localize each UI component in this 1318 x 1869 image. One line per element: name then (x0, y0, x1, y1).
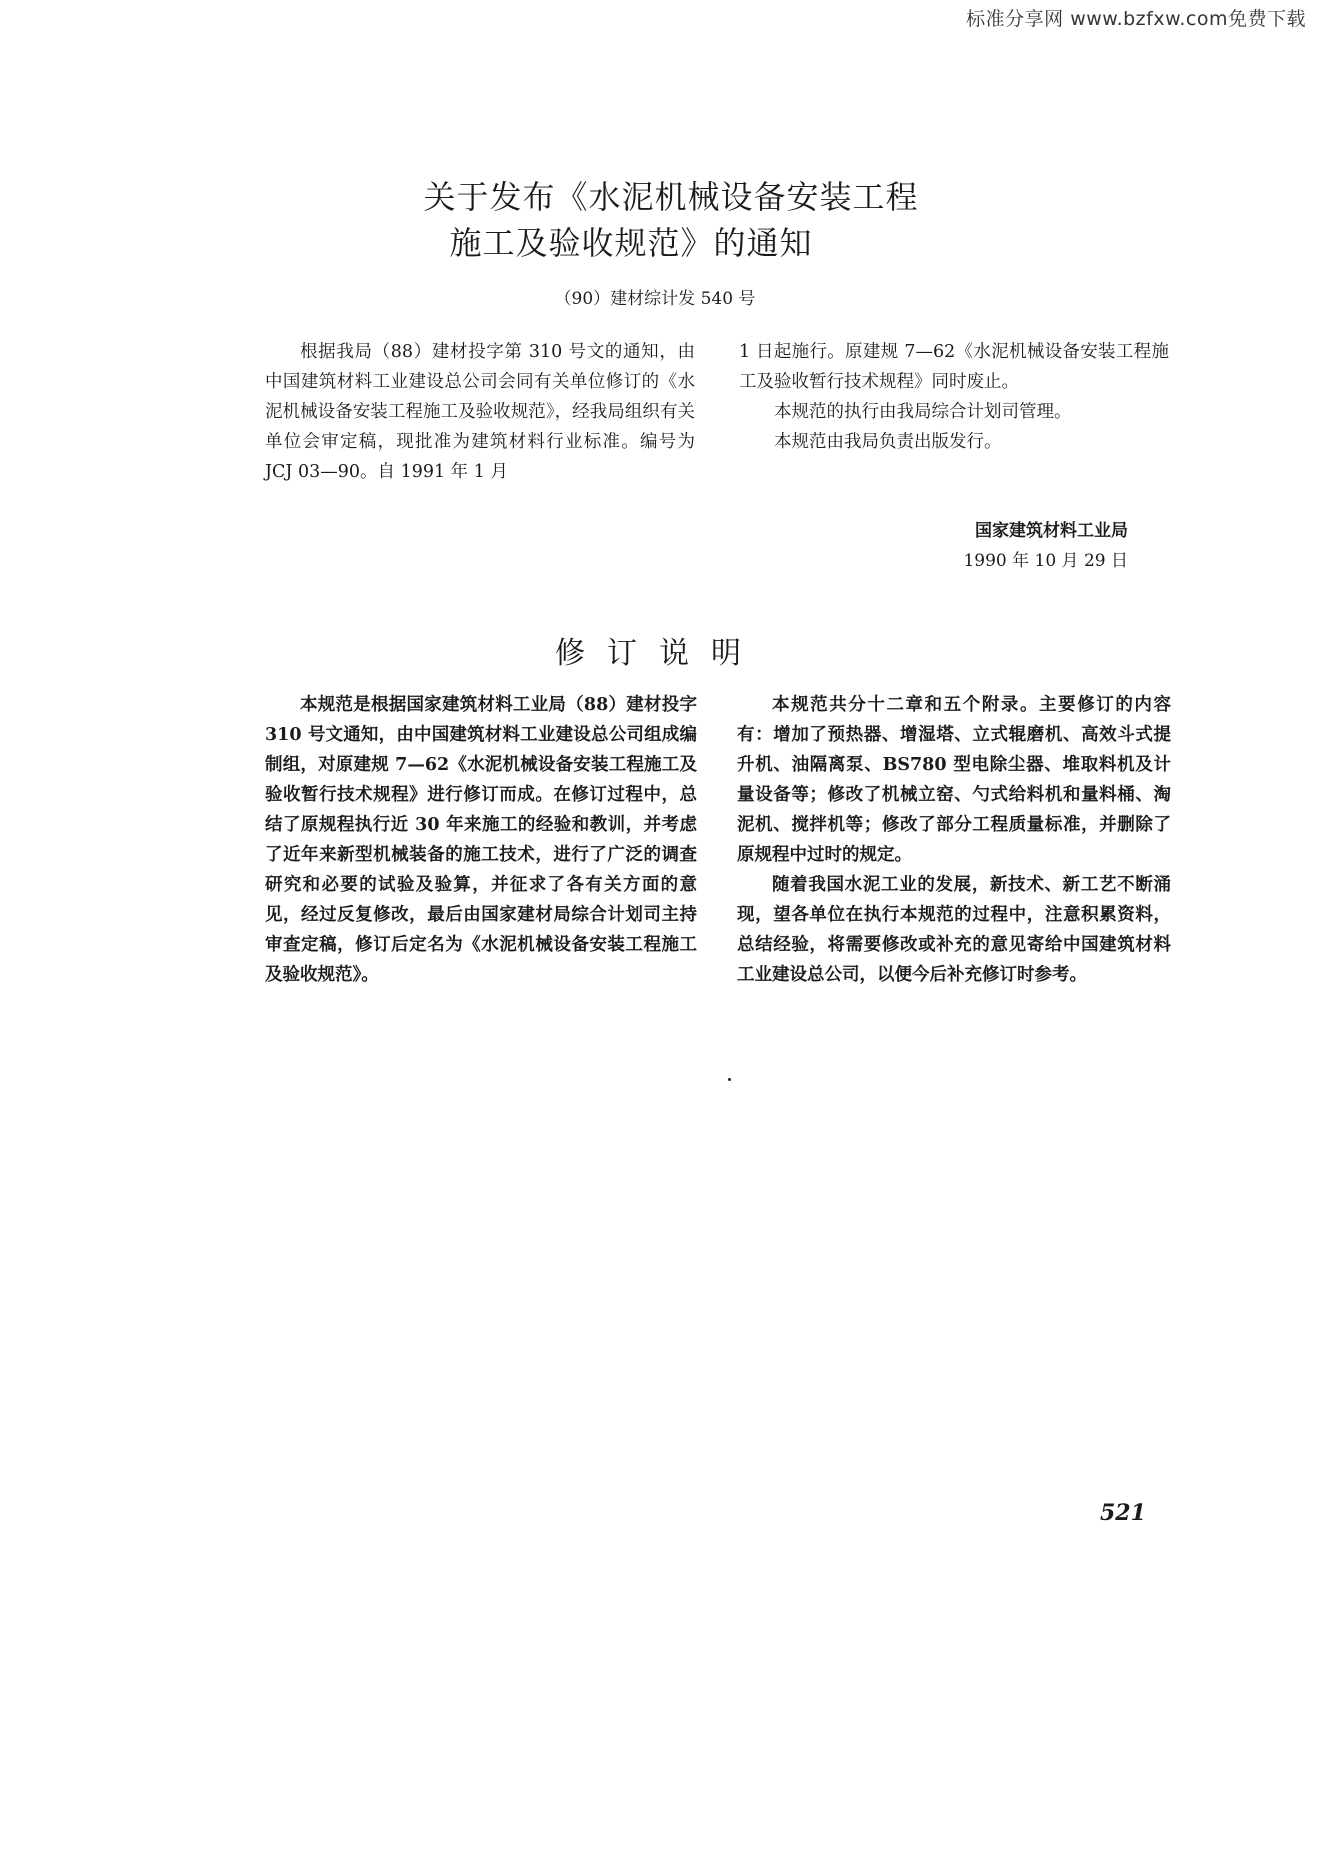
signature-organization: 国家建筑材料工业局 (975, 521, 1128, 541)
revision-heading: 修订说明 (555, 636, 763, 671)
notice-paragraph: 本规范由我局负责出版发行。 (774, 432, 1002, 452)
notice-paragraph: 根据我局（88）建材投字第 310 号文的通知，由中国建筑材料工业建设总公司会同有关单位修订的《水泥机械设备安装工程施工及验收规范》，经我局组织有关单位会审定稿，现批准为建筑材料行业标准。编号为 JCJ 03—90。自 1991 年 1 月 (265, 342, 695, 482)
notice-paragraph-continued: 1 日起施行。原建规 7—62《水泥机械设备安装工程施工及验收暂行技术规程》同时废止。 (739, 342, 1169, 392)
notice-title-line1: 关于发布《水泥机械设备安装工程 (423, 178, 919, 216)
revision-paragraph: 本规范共分十二章和五个附录。主要修订的内容有：增加了预热器、增湿塔、立式辊磨机、高效斗式提升机、油隔离泵、BS780 型电除尘器、堆取料机及计量设备等；修改了机械立窑、勺式给料机和量料桶、淘泥机、搅拌机等；修改了部分工程质量标准，并删除了原规程中过时的规定。 (737, 695, 1171, 865)
document-number: （90）建材综计发 540 号 (554, 289, 756, 309)
site-watermark: 标准分享网 www.bzfxw.com免费下载 (966, 8, 1306, 30)
notice-paragraph: 本规范的执行由我局综合计划司管理。 (774, 402, 1072, 422)
notice-left-column (265, 337, 695, 487)
scan-speck (728, 1078, 731, 1081)
notice-title-line2: 施工及验收规范》的通知 (449, 224, 813, 262)
revision-paragraph: 本规范是根据国家建筑材料工业局（88）建材投字 310 号文通知，由中国建筑材料工业建设总公司组成编制组，对原建规 7—62《水泥机械设备安装工程施工及验收暂行技术规程》进行修订而成。在修订过程中，总结了原规程执行近 30 年来施工的经验和教训，并考虑了近年来新型机械装备的施工技术，进行了广泛的调查研究和必要的试验及验算，并征求了各有关方面的意见，经过反复修改，最后由国家建材局综合计划司主持审查定稿，修订后定名为《水泥机械设备安装工程施工及验收规范》。 (265, 695, 697, 985)
signature-date: 1990 年 10 月 29 日 (963, 551, 1128, 571)
revision-right-column (737, 690, 1171, 990)
page-number: 521 (1100, 1500, 1146, 1526)
notice-right-column (739, 337, 1169, 457)
revision-left-column (265, 690, 697, 990)
revision-paragraph: 随着我国水泥工业的发展，新技术、新工艺不断涌现，望各单位在执行本规范的过程中，注意积累资料，总结经验，将需要修改或补充的意见寄给中国建筑材料工业建设总公司，以便今后补充修订时参考。 (737, 875, 1171, 985)
